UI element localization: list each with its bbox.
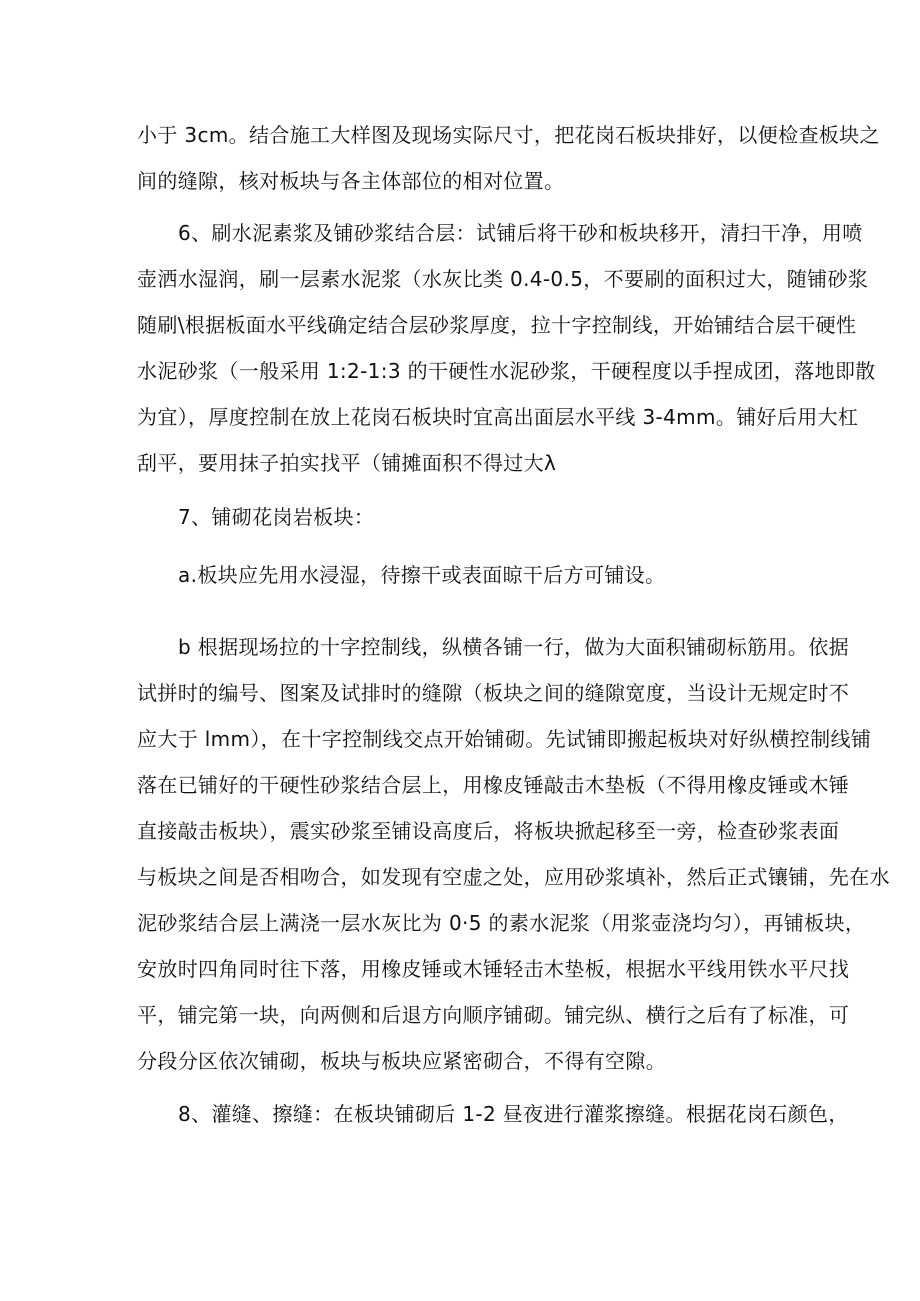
text-line: 水泥砂浆（一般采用 1:2-1:3 的干硬性水泥砂浆，干硬程度以手捏成团，落地即散: [137, 359, 876, 383]
section-heading: 7、铺砌花岗岩板块：: [178, 505, 375, 529]
text-line: 壶洒水湿润，刷一层素水泥浆（水灰比类 0.4-0.5，不要刷的面积过大，随铺砂浆: [137, 267, 869, 291]
text-line: 直接敲击板块），震实砂浆至铺设高度后，将板块掀起移至一旁，检查砂浆表面: [137, 819, 840, 843]
text-line: 刮平，要用抹子拍实找平（铺摊面积不得过大λ: [137, 451, 557, 475]
text-line: 落在已铺好的干硬性砂浆结合层上，用橡皮锤敲击木垫板（不得用橡皮锤或木锤: [137, 773, 850, 797]
text-line: a.板块应先用水浸湿，待擦干或表面晾干后方可铺设。: [178, 563, 666, 587]
text-line: 8、灌缝、擦缝：在板块铺砌后 1-2 昼夜进行灌浆擦缝。根据花岗石颜色，: [178, 1102, 849, 1126]
text-line: 间的缝隙，核对板块与各主体部位的相对位置。: [137, 169, 565, 193]
text-line: b 根据现场拉的十字控制线，纵横各铺一行，做为大面积铺砌标筋用。依据: [178, 635, 849, 659]
text-line: 随刷\根据板面水平线确定结合层砂浆厚度，拉十字控制线，开始铺结合层干硬性: [137, 313, 857, 337]
text-line: 与板块之间是否相吻合，如发现有空虚之处，应用砂浆填补，然后正式镶铺，先在水: [137, 865, 890, 889]
text-line: 分段分区依次铺砌，板块与板块应紧密砌合，不得有空隙。: [137, 1049, 667, 1073]
text-line: 应大于 lmm），在十字控制线交点开始铺砌。先试铺即搬起板块对好纵横控制线铺: [137, 727, 872, 751]
text-line: 试拼时的编号、图案及试排时的缝隙（板块之间的缝隙宽度，当设计无规定时不: [137, 681, 850, 705]
text-line: 泥砂浆结合层上满浇一层水灰比为 0·5 的素水泥浆（用浆壶浇均匀），再铺板块，: [137, 911, 866, 935]
text-line: 为宜），厚度控制在放上花岗石板块时宜高出面层水平线 3-4mm。铺好后用大杠: [137, 405, 859, 429]
text-line: 平，铺完第一块，向两侧和后退方向顺序铺砌。铺完纵、横行之后有了标准，可: [137, 1003, 850, 1027]
text-line: 6、刷水泥素浆及铺砂浆结合层：试铺后将干砂和板块移开，清扫干净，用喷: [178, 221, 863, 245]
text-line: 安放时四角同时往下落，用橡皮锤或木锤轻击木垫板，根据水平线用铁水平尺找: [137, 957, 850, 981]
text-line: 小于 3cm。结合施工大样图及现场实际尺寸，把花岗石板块排好，以便检查板块之: [137, 123, 880, 147]
